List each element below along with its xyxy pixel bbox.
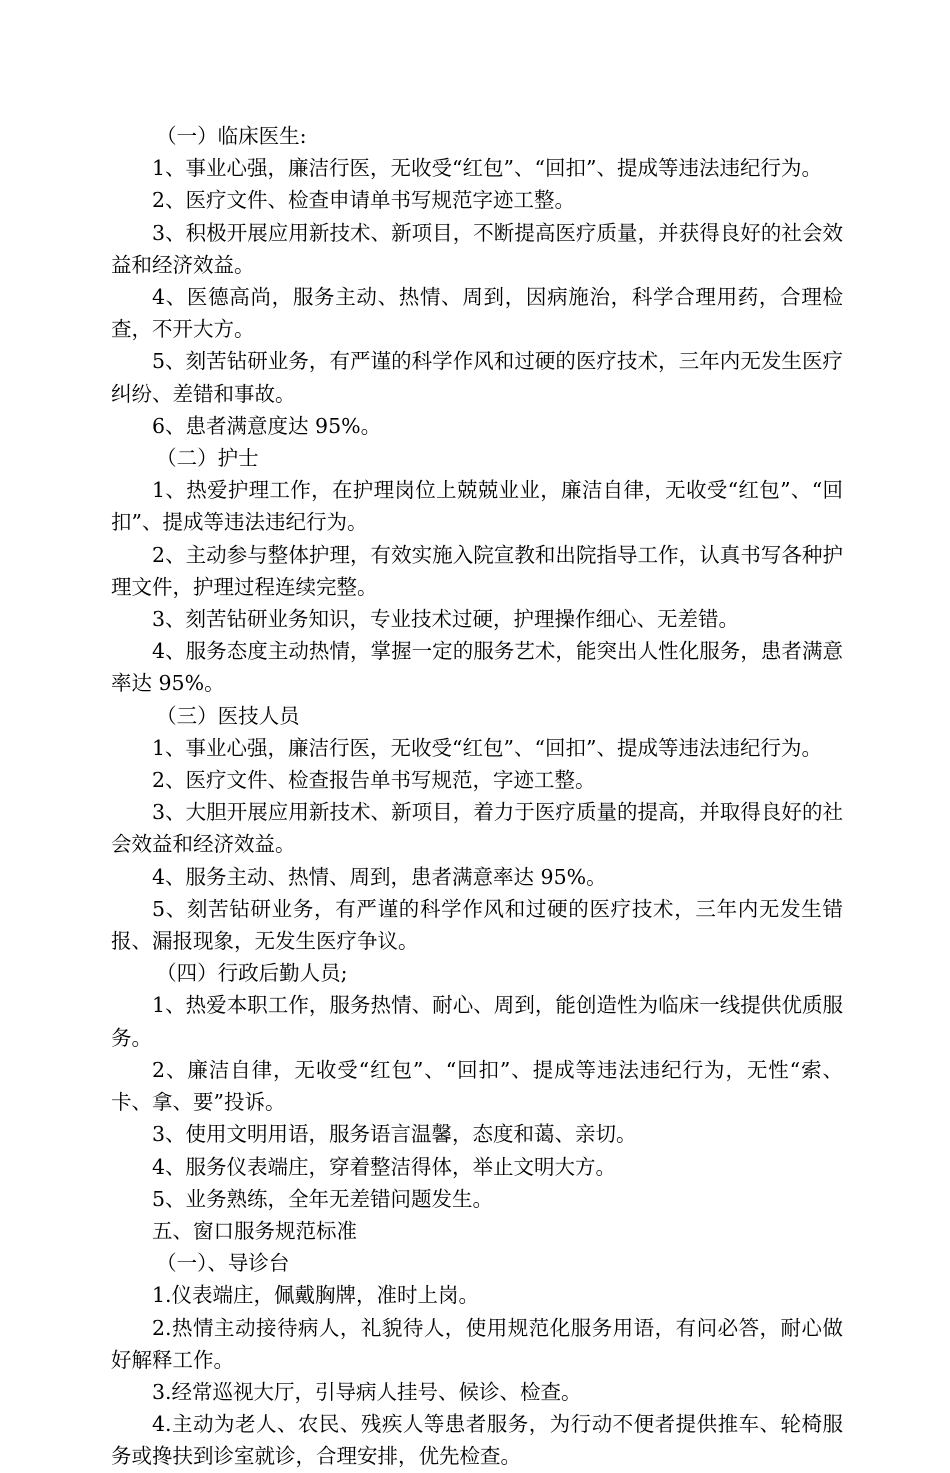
section-heading-guide-desk: （一）、导诊台 xyxy=(156,1251,290,1276)
list-item: 3、大胆开展应用新技术、新项目，着力于医疗质量的提高，并取得良好的社会效益和经济效益。 xyxy=(111,800,843,857)
list-item: 1、热爱本职工作，服务热情、耐心、周到，能创造性为临床一线提供优质服务。 xyxy=(111,993,843,1050)
list-item: 2、医疗文件、检查申请单书写规范字迹工整。 xyxy=(152,188,576,213)
list-item: 4、服务主动、热情、周到，患者满意率达 95%。 xyxy=(152,864,607,889)
section-heading-window-service: 五、窗口服务规范标准 xyxy=(152,1218,357,1243)
list-item: 1、事业心强，廉洁行医，无收受“红包”、“回扣”、提成等违法违纪行为。 xyxy=(152,156,822,181)
list-item: 3.经常巡视大厅，引导病人挂号、候诊、检查。 xyxy=(152,1379,582,1404)
list-item: 1.仪表端庄，佩戴胸牌，准时上岗。 xyxy=(152,1283,480,1308)
list-item: 5、业务熟练，全年无差错问题发生。 xyxy=(152,1186,494,1211)
list-item: 3、积极开展应用新技术、新项目，不断提高医疗质量，并获得良好的社会效益和经济效益。 xyxy=(111,220,843,277)
section-heading-medical-technicians: （三）医技人员 xyxy=(156,703,300,728)
section-heading-nurses: （二）护士 xyxy=(156,446,259,471)
list-item: 2、廉洁自律，无收受“红包”、“回扣”、提成等违法违纪行为，无性“索、卡、拿、要”投诉。 xyxy=(111,1057,843,1115)
list-item: 4、医德高尚，服务主动、热情、周到，因病施治，科学合理用药，合理检查，不开大方。 xyxy=(111,285,843,342)
list-item: 6、患者满意度达 95%。 xyxy=(152,413,382,438)
list-item: 5、刻苦钻研业务，有严谨的科学作风和过硬的医疗技术，三年内无发生错报、漏报现象，无发生医疗争议。 xyxy=(111,896,843,954)
list-item: 4、服务仪表端庄，穿着整洁得体，举止文明大方。 xyxy=(152,1154,617,1179)
list-item: 3、刻苦钻研业务知识，专业技术过硬，护理操作细心、无差错。 xyxy=(152,607,740,632)
section-heading-admin-logistics: （四）行政后勤人员; xyxy=(156,961,348,986)
list-item: 5、刻苦钻研业务，有严谨的科学作风和过硬的医疗技术，三年内无发生医疗纠纷、差错和事故。 xyxy=(111,349,843,406)
list-item: 1、事业心强，廉洁行医，无收受“红包”、“回扣”、提成等违法违纪行为。 xyxy=(152,735,822,760)
list-item: 4、服务态度主动热情，掌握一定的服务艺术，能突出人性化服务，患者满意率达 95%。 xyxy=(111,639,843,696)
list-item: 2.热情主动接待病人，礼貌待人，使用规范化服务用语，有问必答，耐心做好解释工作。 xyxy=(111,1315,843,1372)
section-heading-clinical-doctors: （一）临床医生: xyxy=(156,124,307,148)
document-body xyxy=(111,120,843,1473)
list-item: 1、热爱护理工作，在护理岗位上兢兢业业，廉洁自律，无收受“红包”、“回扣”、提成等违法违纪行为。 xyxy=(111,478,843,535)
list-item: 2、医疗文件、检查报告单书写规范，字迹工整。 xyxy=(152,768,596,793)
list-item: 2、主动参与整体护理，有效实施入院宣教和出院指导工作，认真书写各种护理文件，护理过程连续完整。 xyxy=(111,542,843,599)
list-item: 3、使用文明用语，服务语言温馨，态度和蔼、亲切。 xyxy=(152,1122,637,1147)
list-item: 4.主动为老人、农民、残疾人等患者服务，为行动不便者提供推车、轮椅服务或搀扶到诊室就诊，合理安排，优先检查。 xyxy=(111,1412,843,1469)
